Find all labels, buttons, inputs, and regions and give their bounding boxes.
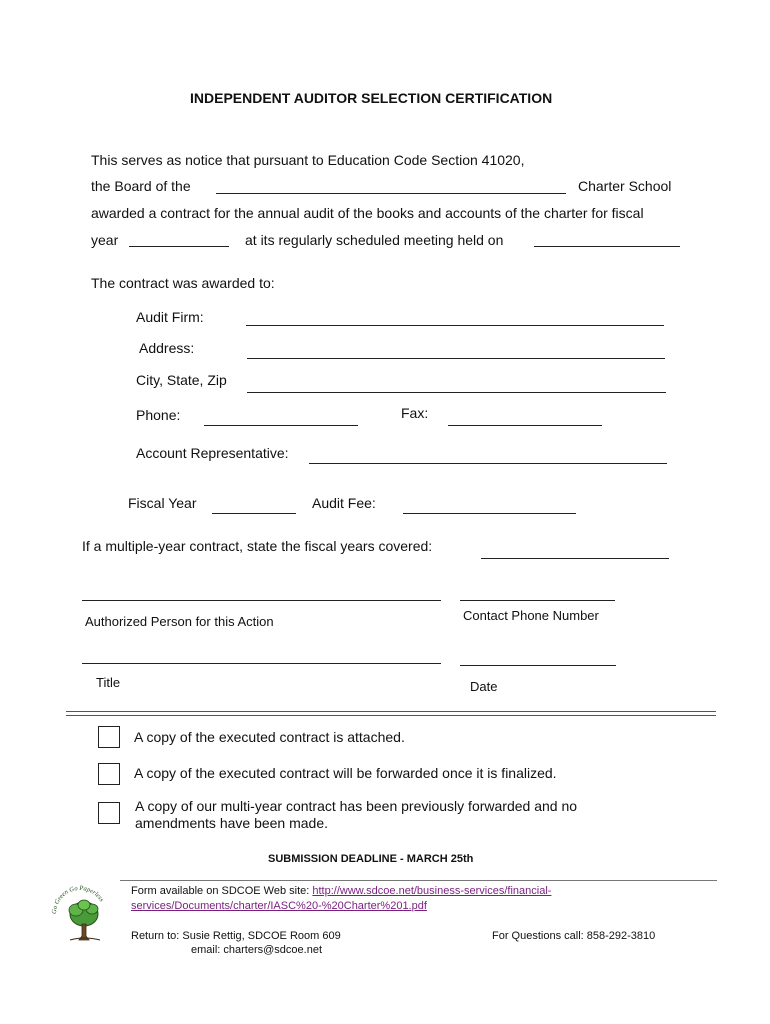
sdcoe-url-link-part1[interactable]: http://www.sdcoe.net/business-services/financial- — [312, 885, 552, 897]
board-prefix-label: the Board of the — [91, 178, 191, 194]
city-state-zip-blank[interactable] — [247, 392, 666, 393]
date-line[interactable] — [460, 665, 616, 666]
return-to-text: Return to: Susie Rettig, SDCOE Room 609 — [131, 930, 341, 942]
board-suffix-label: Charter School — [578, 178, 672, 194]
multi-year-blank[interactable] — [481, 558, 669, 559]
contract-forwarded-checkbox[interactable] — [98, 763, 120, 785]
multi-year-forwarded-label-1: A copy of our multi-year contract has been previously forwarded and no — [135, 798, 578, 814]
fiscal-year-label: Fiscal Year — [128, 495, 197, 511]
multi-year-label: If a multiple-year contract, state the fiscal years covered: — [82, 538, 433, 554]
contract-attached-label: A copy of the executed contract is attached. — [134, 729, 405, 745]
account-rep-blank[interactable] — [309, 463, 667, 464]
contract-forwarded-label: A copy of the executed contract will be forwarded once it is finalized. — [134, 765, 557, 781]
city-state-zip-label: City, State, Zip — [136, 372, 227, 388]
footer-rule — [120, 880, 717, 881]
contact-phone-line[interactable] — [460, 600, 615, 601]
date-label: Date — [470, 679, 498, 694]
section-divider — [66, 711, 716, 716]
title-line[interactable] — [82, 663, 441, 664]
audit-firm-blank[interactable] — [246, 325, 664, 326]
title-label: Title — [96, 675, 121, 690]
submission-deadline: SUBMISSION DEADLINE - MARCH 25th — [268, 853, 474, 865]
meeting-date-blank[interactable] — [534, 246, 680, 247]
email-text: email: charters@sdcoe.net — [191, 944, 323, 956]
contract-attached-checkbox[interactable] — [98, 726, 120, 748]
phone-label: Phone: — [136, 407, 181, 423]
authorized-person-line[interactable] — [82, 600, 441, 601]
tree-icon — [48, 884, 112, 944]
notice-line-1: This serves as notice that pursuant to Education Code Section 41020, — [91, 152, 525, 168]
audit-fee-blank[interactable] — [403, 513, 576, 514]
meeting-text: at its regularly scheduled meeting held on — [245, 232, 504, 248]
charter-school-name-blank[interactable] — [216, 193, 566, 194]
fiscal-year-field-blank[interactable] — [212, 513, 296, 514]
sdcoe-url-link-part2[interactable]: services/Documents/charter/IASC%20-%20Charter%201.pdf — [131, 900, 427, 912]
year-label: year — [91, 232, 119, 248]
fiscal-year-blank[interactable] — [129, 246, 229, 247]
form-available-line — [131, 885, 551, 897]
authorized-person-label: Authorized Person for this Action — [85, 614, 274, 629]
fax-blank[interactable] — [448, 425, 602, 426]
questions-phone-text: For Questions call: 858-292-3810 — [492, 930, 656, 942]
awarded-to-label: The contract was awarded to: — [91, 275, 275, 291]
audit-fee-label: Audit Fee: — [312, 495, 376, 511]
contact-phone-label: Contact Phone Number — [463, 608, 599, 623]
account-rep-label: Account Representative: — [136, 445, 289, 461]
address-blank[interactable] — [247, 358, 665, 359]
multi-year-forwarded-label-2: amendments have been made. — [135, 815, 329, 831]
address-label: Address: — [139, 340, 195, 356]
form-available-label: Form available on SDCOE Web site: — [131, 885, 313, 897]
logo-text: Go Green Go Paperless — [50, 884, 106, 915]
phone-blank[interactable] — [204, 425, 358, 426]
audit-firm-label: Audit Firm: — [136, 309, 204, 325]
notice-line-3: awarded a contract for the annual audit of the books and accounts of the charter for fiscal — [91, 205, 644, 221]
form-title: INDEPENDENT AUDITOR SELECTION CERTIFICATION — [190, 90, 553, 106]
fax-label: Fax: — [401, 405, 429, 421]
multi-year-forwarded-checkbox[interactable] — [98, 802, 120, 824]
go-green-logo — [48, 884, 112, 944]
